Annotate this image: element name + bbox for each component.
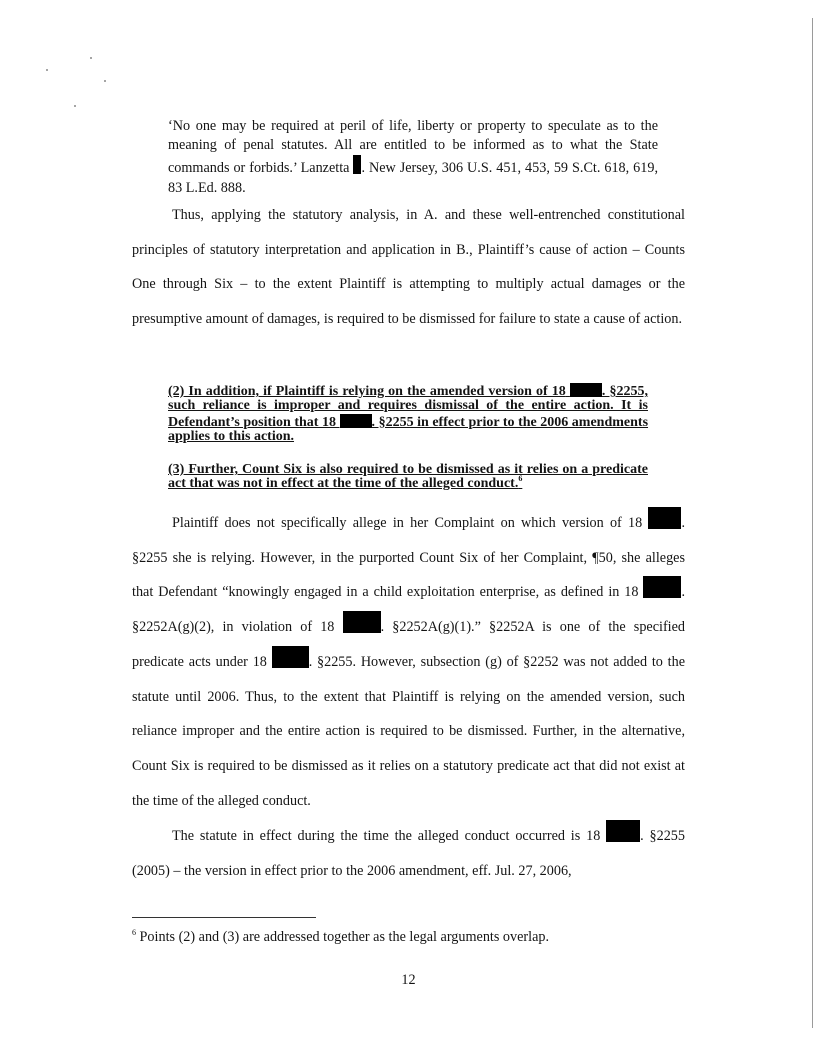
paragraph-2-text-5: . §2255. However, subsection (g) of §2252 was not added to the statute until 2006. Thus, to the extent that Plaintiff is relying on the amended version, such reliance improper and the entire action is required to be dismissed. Further, in the alternative, Count Six is required to be dismissed as it relies on a statutory predicate act that did not exist at the time of the alleged conduct. <box>132 653 686 809</box>
redaction-box <box>606 820 640 842</box>
paragraph-2-text-3: . §2252A(g)(2), in violation of 18 <box>132 584 685 636</box>
heading-3-text: (3) Further, Count Six is also required to be dismissed as it relies on a predicate act that was not in effect at the time of the alleged conduct. <box>168 462 648 492</box>
paragraph-2-text-4: . §2252A(g)(1).” §2252A is one of the specified predicate acts under 18 <box>132 619 686 670</box>
section-heading-2 <box>168 383 648 445</box>
block-quote-text-1: ‘No one may be required at peril of life, liberty or property to speculate as to the meaning of penal statutes. All are entitled to be informed as to what the State commands or forbids.’ Lanzetta <box>168 118 658 177</box>
redaction-box <box>340 414 372 428</box>
paragraph-3-text-1: The statute in effect during the time the alleged conduct occurred is 18 <box>172 828 601 844</box>
page-number: 12 <box>401 972 416 988</box>
scan-speck <box>46 69 48 71</box>
page-edge <box>812 18 813 1028</box>
footnote-marker: 6 <box>132 928 136 937</box>
section-heading-3 <box>168 463 648 492</box>
block-quote-text-2: . New Jersey, 306 U.S. 451, 453, 59 S.Ct. 618, 619, 83 L.Ed. 888. <box>168 160 658 196</box>
footnote-rule <box>132 917 316 918</box>
paragraph-2 <box>132 506 685 818</box>
redaction-box <box>643 576 681 598</box>
heading-2-text-2: . §2255, such reliance is improper and requires dismissal of the entire action. It is Defendant’s position that 18 <box>168 384 649 430</box>
scan-speck <box>90 57 92 59</box>
footnote <box>132 928 549 946</box>
footnote-ref[interactable]: 6 <box>518 474 523 484</box>
block-quote <box>168 117 658 198</box>
heading-2-text-3: . §2255 in effect prior to the 2006 amendments applies to this action. <box>168 414 649 445</box>
paragraph-3 <box>132 819 685 888</box>
paragraph-2-text-1: Plaintiff does not specifically allege in her Complaint on which version of 18 <box>172 515 643 531</box>
paragraph-3-text-2: . §2255 (2005) – the version in effect prior to the 2006 amendment, eff. Jul. 27, 2006, <box>132 828 685 879</box>
redaction-box <box>648 507 681 529</box>
heading-2-text-1: (2) In addition, if Plaintiff is relying on the amended version of 18 <box>168 384 566 399</box>
paragraph-1 <box>132 198 685 337</box>
redaction-box <box>272 646 309 668</box>
scan-speck <box>74 105 76 107</box>
footnote-text: Points (2) and (3) are addressed together as the legal arguments overlap. <box>136 929 550 945</box>
scan-speck <box>104 80 106 82</box>
paragraph-1-text: Thus, applying the statutory analysis, in A. and these well-entrenched constitutional principles of statutory interpretation and application in B., Plaintiff’s cause of action – Counts One through Six – to the extent Plaintiff is attempting to multiply actual damages or the presumptive amount of damages, is required to be dismissed for failure to state a cause of action. <box>132 207 685 328</box>
redaction-box <box>570 383 602 397</box>
redaction-box <box>343 611 381 633</box>
paragraph-2-text-2: . §2255 she is relying. However, in the purported Count Six of her Complaint, ¶50, she alleges that Defendant “knowingly engaged in a child exploitation enterprise, as defined in 18 <box>132 515 685 601</box>
